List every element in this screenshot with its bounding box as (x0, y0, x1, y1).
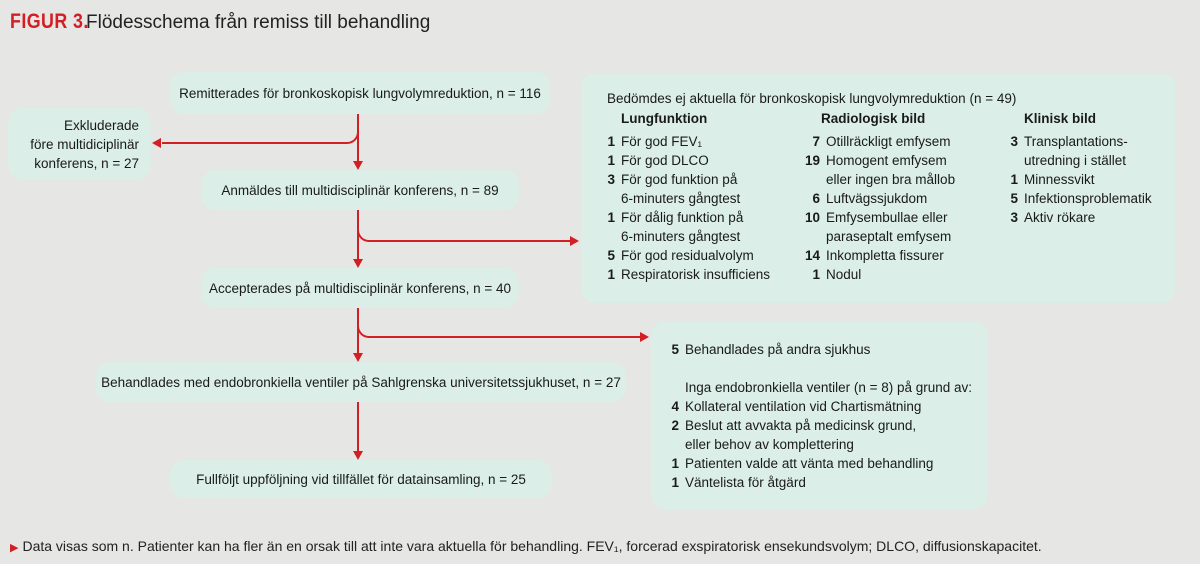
box-treated-text: Behandlades med endobronkiella ventiler på Sahlgrenska universitetssjukhuset, n = 27 (101, 374, 621, 390)
reason: eller behov av komplettering (685, 437, 854, 452)
count: 1 (812, 267, 820, 282)
count: 3 (607, 172, 615, 187)
count: 1 (607, 267, 615, 282)
count: 7 (812, 134, 820, 149)
count: 10 (804, 210, 820, 225)
reason: Minnessvikt (1024, 172, 1095, 187)
column-radiologisk (803, 109, 993, 284)
count: 1 (671, 456, 679, 471)
count: 5 (607, 248, 615, 263)
column-heading: Klinisk bild (1024, 111, 1097, 126)
branch-curve-not-treated (357, 310, 641, 338)
branch-curve-not-relevant (357, 212, 571, 242)
reason: För god funktion på (621, 172, 738, 187)
reason: För god residualvolym (621, 248, 754, 263)
count: 1 (607, 210, 615, 225)
excluded-line: Exkluderade (63, 117, 139, 133)
reason: 6-minuters gångtest (621, 191, 741, 206)
count: 1 (607, 153, 615, 168)
reason: Infektionsproblematik (1024, 191, 1152, 206)
reason: Homogent emfysem (826, 153, 947, 168)
connector-line (357, 402, 359, 451)
arrow-right (640, 332, 649, 342)
reason: Patienten valde att vänta med behandling (685, 456, 934, 471)
box-accepted (201, 268, 519, 308)
reason: eller ingen bra mållob (826, 172, 956, 187)
count: 2 (671, 418, 679, 433)
reason: Transplantations- (1024, 134, 1128, 149)
reason: Väntelista för åtgärd (685, 475, 806, 490)
reason: Luftvägssjukdom (826, 191, 928, 206)
box-referred-text: Remitterades för bronkoskopisk lungvolymreduktion, n = 116 (179, 85, 541, 101)
arrow-right (570, 236, 579, 246)
reason: Respiratorisk insufficiens (621, 267, 771, 282)
count: 1 (671, 475, 679, 490)
arrow-left (152, 138, 161, 148)
excluded-line: före multidiciplinär (30, 136, 139, 152)
reason: Otillräckligt emfysem (826, 134, 951, 149)
box-registered (201, 170, 519, 210)
branch-curve-excluded (162, 114, 359, 144)
count: 3 (1010, 134, 1018, 149)
reason: paraseptalt emfysem (826, 229, 952, 244)
column-heading: Lungfunktion (621, 111, 708, 126)
count: 1 (1010, 172, 1018, 187)
reason: Nodul (826, 267, 862, 282)
count: 19 (804, 153, 820, 168)
not-relevant-title: Bedömdes ej aktuella för bronkoskopisk lungvolymreduktion (n = 49) (607, 91, 1017, 106)
excluded-line: konferens, n = 27 (34, 155, 139, 171)
reason: 6-minuters gångtest (621, 229, 741, 244)
box-followup-text: Fullföljt uppföljning vid tillfället för datainsamling, n = 25 (196, 471, 526, 487)
arrow-down (353, 353, 363, 362)
reason: Behandlades på andra sjukhus (685, 342, 871, 357)
count: 4 (671, 399, 679, 414)
reason: utredning i stället (1024, 153, 1127, 168)
box-registered-text: Anmäldes till multidisciplinär konferens, n = 89 (221, 182, 499, 198)
not-treated-subtitle: Inga endobronkiella ventiler (n = 8) på grund av: (685, 380, 973, 395)
reason: Beslut att avvakta på medicinsk grund, (685, 418, 917, 433)
arrow-down (353, 161, 363, 170)
column-heading: Radiologisk bild (821, 111, 926, 126)
reason: Emfysembullae eller (826, 210, 948, 225)
reason: För god FEV₁ (621, 134, 703, 149)
box-followup (170, 460, 552, 498)
reason: För god DLCO (621, 153, 709, 168)
figure-label: FIGUR 3. (10, 10, 89, 33)
count: 1 (607, 134, 615, 149)
figure-title: Flödesschema från remiss till behandling (86, 12, 431, 33)
count: 3 (1010, 210, 1018, 225)
reason: Aktiv rökare (1024, 210, 1096, 225)
reason: Kollateral ventilation vid Chartismätning (685, 399, 922, 414)
column-klinisk (1010, 109, 1170, 227)
triangle-bullet-icon: ▶ (10, 542, 19, 554)
box-not-relevant (581, 73, 1175, 303)
count: 6 (812, 191, 820, 206)
count: 14 (804, 248, 820, 263)
box-referred (170, 72, 550, 114)
count: 5 (1010, 191, 1018, 206)
footnote (10, 538, 1042, 554)
box-treated (96, 362, 626, 402)
box-accepted-text: Accepterades på multidisciplinär konferens, n = 40 (208, 280, 512, 296)
footnote-text: Data visas som n. Patienter kan ha fler än en orsak till att inte vara aktuella för behandling. FEV₁, forcerad exspiratorisk ensekundsvolym; DLCO, diffusionskapacitet. (22, 538, 1042, 554)
box-excluded (8, 108, 151, 180)
reason: Inkompletta fissurer (826, 248, 944, 263)
column-lungfunktion (607, 109, 807, 284)
arrow-down (353, 451, 363, 460)
count: 5 (671, 342, 679, 357)
box-not-treated (651, 321, 988, 509)
arrow-down (353, 259, 363, 268)
reason: För dålig funktion på (621, 210, 744, 225)
